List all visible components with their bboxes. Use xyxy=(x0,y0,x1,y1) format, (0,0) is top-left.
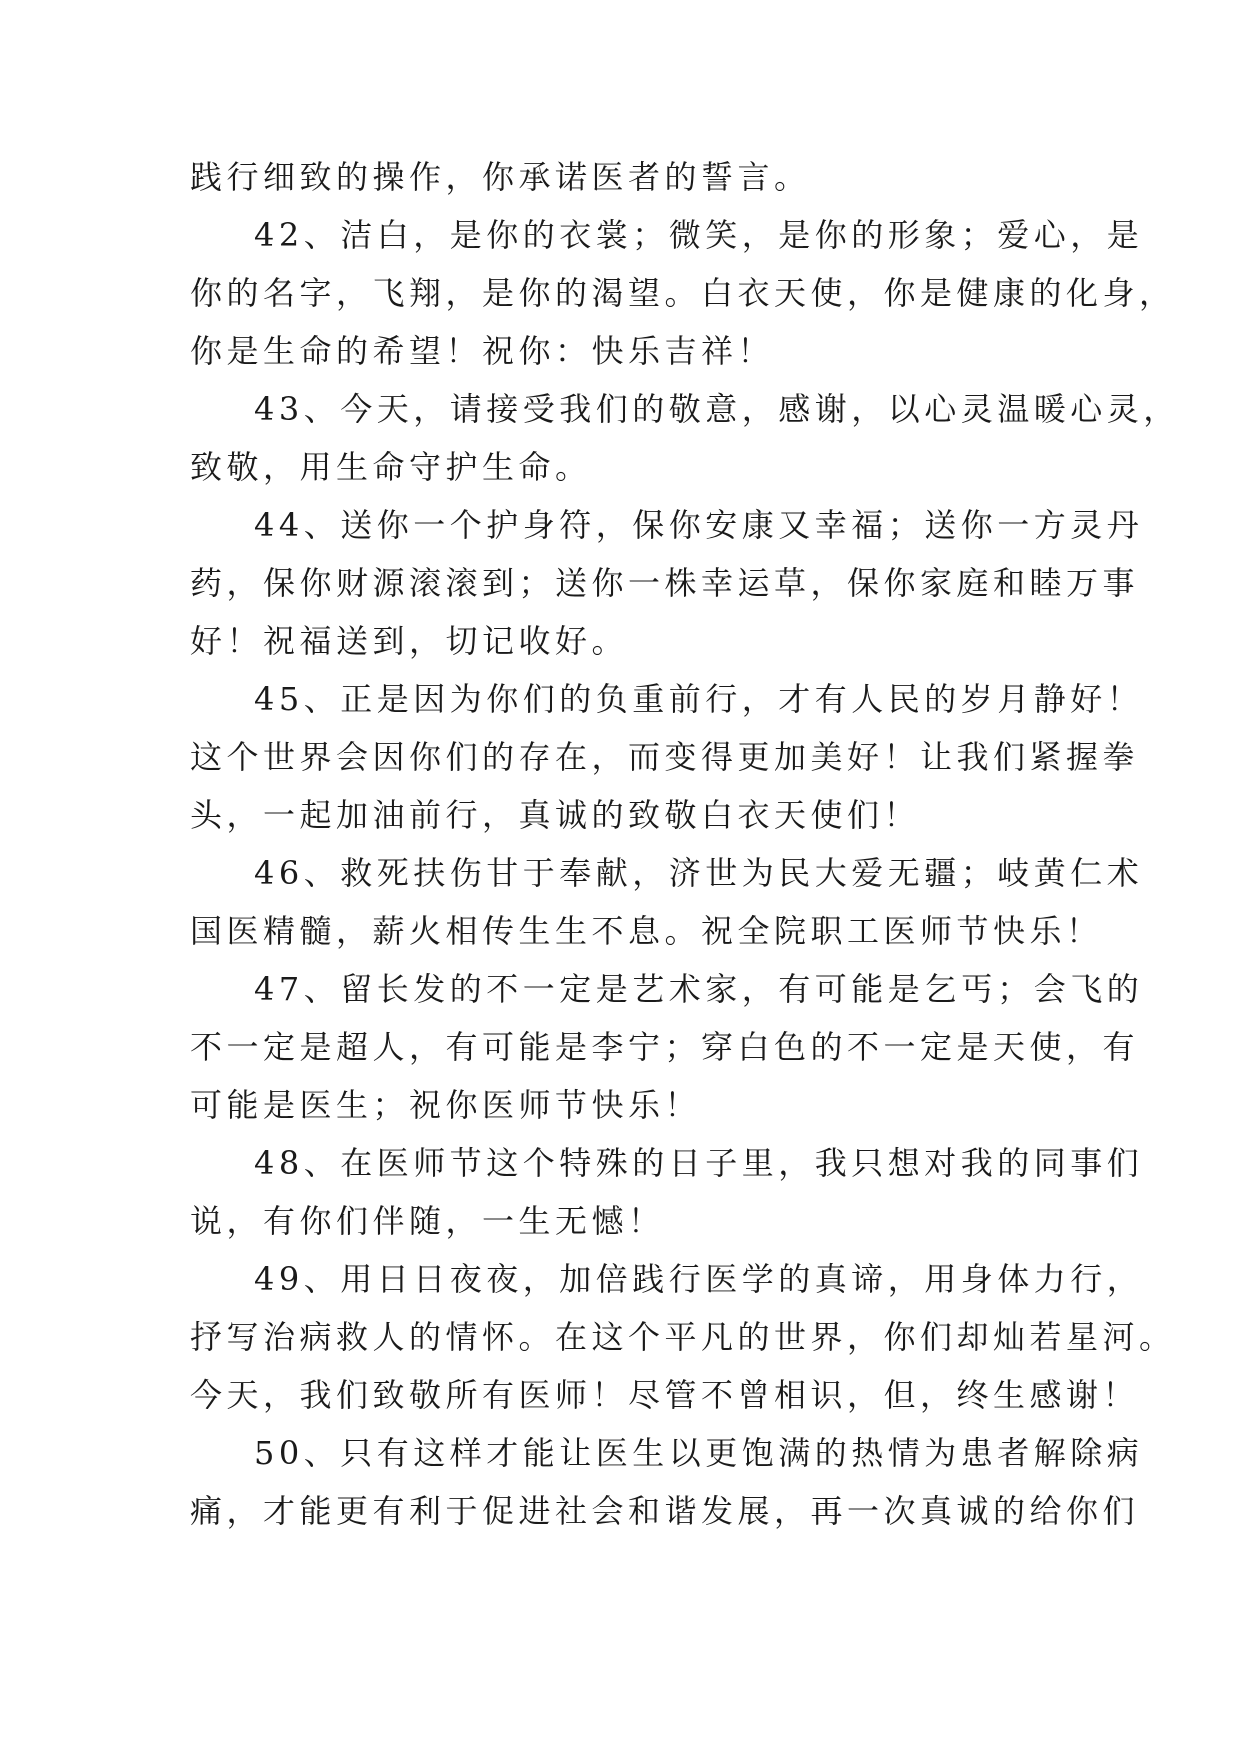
text-line: 46、救死扶伤甘于奉献，济世为民大爱无疆；岐黄仁术 xyxy=(254,854,1144,892)
document-body xyxy=(190,148,1180,1540)
text-line: 44、送你一个护身符，保你安康又幸福；送你一方灵丹 xyxy=(254,506,1144,544)
text-line: 痛，才能更有利于促进社会和谐发展，再一次真诚的给你们 xyxy=(190,1492,1140,1530)
text-line: 践行细致的操作，你承诺医者的誓言。 xyxy=(190,158,811,196)
text-line: 48、在医师节这个特殊的日子里，我只想对我的同事们 xyxy=(254,1144,1144,1182)
text-line: 可能是医生；祝你医师节快乐！ xyxy=(190,1086,702,1124)
text-line: 药，保你财源滚滚到；送你一株幸运草，保你家庭和睦万事 xyxy=(190,564,1140,602)
text-line: 国医精髓，薪火相传生生不息。祝全院职工医师节快乐！ xyxy=(190,912,1103,950)
text-line: 抒写治病救人的情怀。在这个平凡的世界，你们却灿若星河。 xyxy=(190,1318,1176,1356)
text-line: 45、正是因为你们的负重前行，才有人民的岁月静好！ xyxy=(254,680,1144,718)
text-line: 47、留长发的不一定是艺术家，有可能是乞丐；会飞的 xyxy=(254,970,1144,1008)
text-line: 致敬，用生命守护生命。 xyxy=(190,448,592,486)
text-line: 不一定是超人，有可能是李宁；穿白色的不一定是天使，有 xyxy=(190,1028,1140,1066)
text-line: 这个世界会因你们的存在，而变得更加美好！让我们紧握拳 xyxy=(190,738,1140,776)
text-line: 42、洁白，是你的衣裳；微笑，是你的形象；爱心，是 xyxy=(254,216,1144,254)
text-line: 头，一起加油前行，真诚的致敬白衣天使们！ xyxy=(190,796,921,834)
text-line: 50、只有这样才能让医生以更饱满的热情为患者解除病 xyxy=(254,1434,1144,1472)
text-line: 说，有你们伴随，一生无憾！ xyxy=(190,1202,665,1240)
text-line: 49、用日日夜夜，加倍践行医学的真谛，用身体力行， xyxy=(254,1260,1144,1298)
text-line: 好！祝福送到，切记收好。 xyxy=(190,622,629,660)
text-line: 你是生命的希望！祝你：快乐吉祥！ xyxy=(190,332,775,370)
text-line: 你的名字，飞翔，是你的渴望。白衣天使，你是健康的化身， xyxy=(190,274,1176,312)
text-line: 今天，我们致敬所有医师！尽管不曾相识，但，终生感谢！ xyxy=(190,1376,1140,1414)
text-line: 43、今天，请接受我们的敬意，感谢，以心灵温暖心灵， xyxy=(254,390,1180,428)
